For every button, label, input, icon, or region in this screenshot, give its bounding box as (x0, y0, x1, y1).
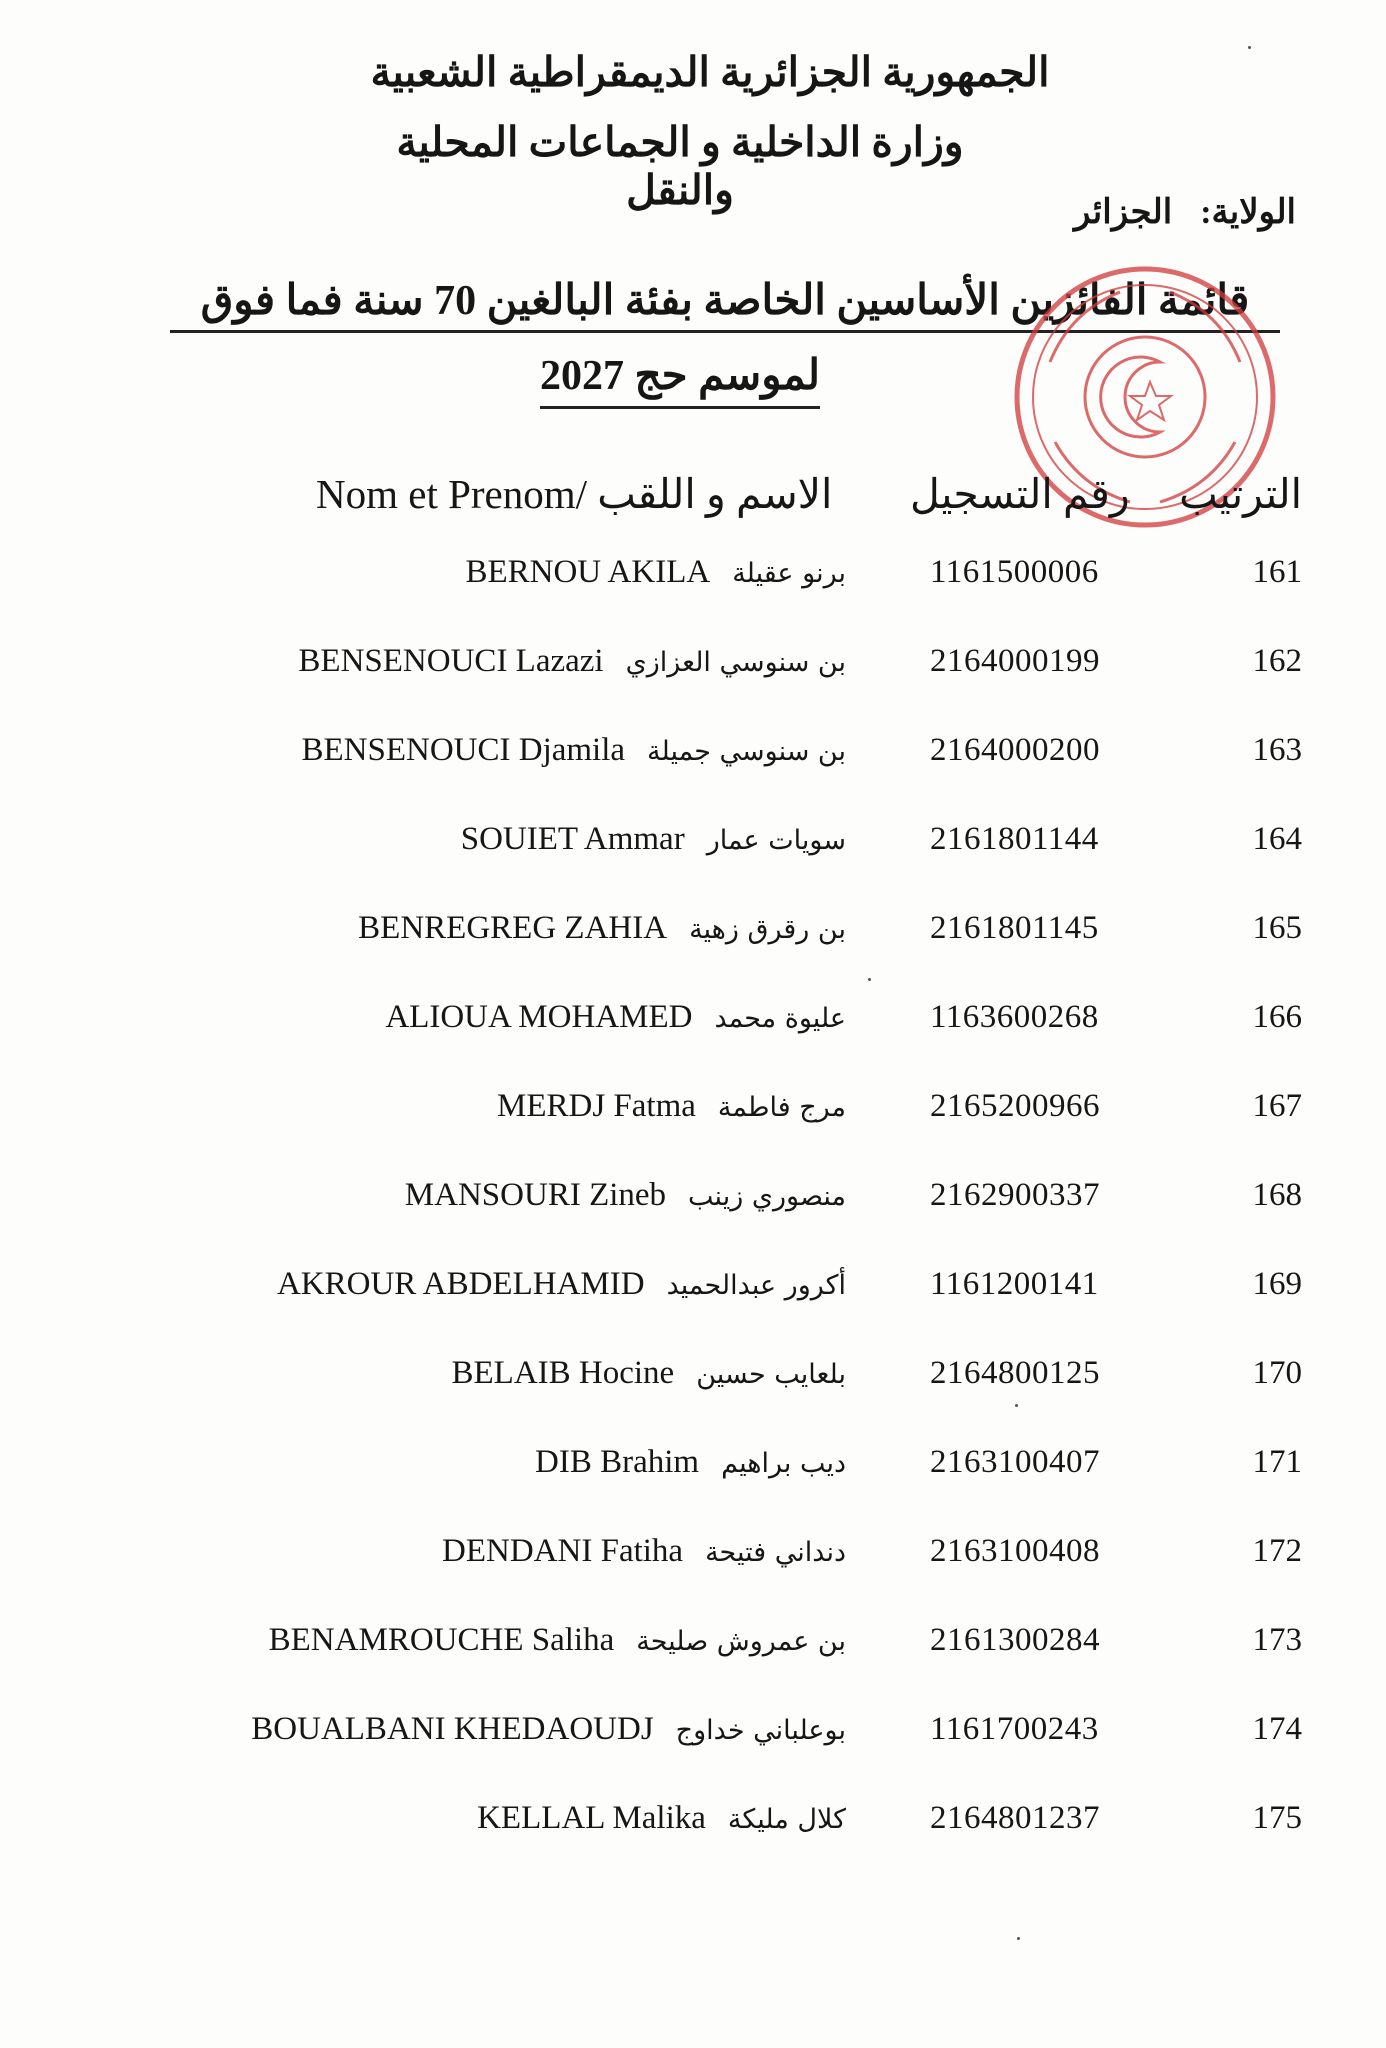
name-latin: DIB Brahim (535, 1444, 700, 1480)
name-cell (477, 1788, 846, 1850)
name-arabic: سويات عمار (706, 825, 846, 856)
registration-cell: 2163100407 (930, 1444, 1100, 1480)
name-cell (298, 631, 846, 693)
name-latin: MERDJ Fatma (496, 1088, 696, 1124)
name-cell (465, 542, 846, 604)
rank-cell: 167 (1252, 1088, 1302, 1124)
table-row (0, 987, 1386, 1047)
name-latin: BENREGREG ZAHIA (358, 910, 668, 946)
name-latin: ALIOUA MOHAMED (385, 999, 693, 1035)
name-latin: BELAIB Hocine (451, 1355, 675, 1391)
rank-cell: 172 (1252, 1533, 1302, 1569)
name-cell (497, 1076, 846, 1138)
registration-cell: 1161700243 (930, 1711, 1099, 1747)
table-row (0, 1076, 1386, 1136)
name-arabic: بن عمروش صليحة (636, 1626, 846, 1657)
table-row (0, 898, 1386, 958)
registration-cell: 1161500006 (930, 554, 1099, 590)
column-header-rank: الترتيب (1179, 471, 1302, 517)
republic-header: الجمهورية الجزائرية الديمقراطية الشعبية (370, 49, 1050, 95)
table-row (0, 809, 1386, 869)
registration-cell: 2162900337 (930, 1177, 1100, 1213)
wilaya-line (1074, 192, 1296, 232)
table-row (0, 1521, 1386, 1581)
table-row (0, 631, 1386, 691)
name-latin: BENSENOUCI Lazazi (298, 643, 604, 679)
scan-speck (1015, 1404, 1018, 1407)
name-arabic: بن سنوسي العزازي (625, 647, 846, 678)
rank-cell: 163 (1252, 732, 1302, 768)
name-arabic: أكرور عبدالحميد (666, 1270, 846, 1301)
name-arabic: بوعلباني خداوج (675, 1715, 846, 1746)
name-latin: BOUALBANI KHEDAOUDJ (251, 1711, 654, 1747)
table-row (0, 1610, 1386, 1670)
name-latin: KELLAL Malika (477, 1800, 706, 1836)
name-latin: BENSENOUCI Djamila (301, 732, 626, 768)
registration-cell: 2164000199 (930, 643, 1100, 679)
wilaya-value: الجزائر (1074, 194, 1173, 231)
table-row (0, 1432, 1386, 1492)
name-arabic: بن سنوسي جميلة (647, 736, 846, 767)
rank-cell: 171 (1252, 1444, 1302, 1480)
table-row (0, 720, 1386, 780)
name-cell (251, 1699, 846, 1761)
name-arabic: برنو عقيلة (732, 558, 846, 589)
registration-cell: 1161200141 (930, 1266, 1099, 1302)
name-arabic: ديب براهيم (721, 1448, 846, 1479)
table-row (0, 1165, 1386, 1225)
rank-cell: 173 (1252, 1622, 1302, 1658)
name-latin: AKROUR ABDELHAMID (276, 1266, 645, 1302)
registration-cell: 2164000200 (930, 732, 1100, 768)
registration-cell: 2164801237 (930, 1800, 1100, 1836)
name-cell (405, 1165, 846, 1227)
name-cell (461, 809, 846, 871)
name-arabic: بن رقرق زهية (689, 914, 846, 945)
list-title: قائمة الفائزين الأساسين الخاصة بفئة البالغين 70 سنة فما فوق (170, 280, 1280, 333)
name-cell (442, 1521, 846, 1583)
registration-cell: 2161801144 (930, 821, 1099, 857)
scan-speck (868, 978, 871, 981)
rank-cell: 174 (1252, 1711, 1302, 1747)
column-header-name: Nom et Prenom/ الاسم و اللقب (316, 471, 833, 517)
scan-speck (1017, 1937, 1020, 1940)
rank-cell: 161 (1252, 554, 1302, 590)
name-latin: BENAMROUCHE Saliha (268, 1622, 615, 1658)
registration-cell: 2161300284 (930, 1622, 1100, 1658)
name-latin: BERNOU AKILA (465, 554, 711, 590)
name-arabic: كلال مليكة (727, 1804, 846, 1835)
table-row (0, 1254, 1386, 1314)
name-arabic: بلعايب حسين (696, 1359, 846, 1390)
name-arabic: دنداني فتيحة (705, 1537, 846, 1568)
column-header-registration: رقم التسجيل (910, 471, 1130, 517)
table-row (0, 542, 1386, 602)
table-row (0, 1699, 1386, 1759)
rank-cell: 165 (1252, 910, 1302, 946)
name-arabic: منصوري زينب (688, 1181, 846, 1212)
rank-cell: 175 (1252, 1800, 1302, 1836)
rank-cell: 168 (1252, 1177, 1302, 1213)
name-cell (452, 1343, 847, 1405)
name-latin: MANSOURI Zineb (404, 1177, 667, 1213)
registration-cell: 2165200966 (930, 1088, 1100, 1124)
rank-cell: 166 (1252, 999, 1302, 1035)
registration-cell: 1163600268 (930, 999, 1099, 1035)
rank-cell: 164 (1252, 821, 1302, 857)
name-arabic: عليوة محمد (714, 1003, 846, 1034)
scan-speck (1248, 46, 1251, 49)
name-cell (301, 720, 846, 782)
rank-cell: 162 (1252, 643, 1302, 679)
name-arabic: مرج فاطمة (717, 1092, 846, 1123)
registration-cell: 2164800125 (930, 1355, 1100, 1391)
name-latin: DENDANI Fatiha (442, 1533, 684, 1569)
wilaya-label: الولاية: (1200, 194, 1296, 231)
list-subtitle: لموسم حج 2027 (540, 350, 820, 409)
name-cell (535, 1432, 846, 1494)
ministry-header: وزارة الداخلية و الجماعات المحلية والنقل (396, 119, 964, 213)
name-latin: SOUIET Ammar (460, 821, 685, 857)
rank-cell: 169 (1252, 1266, 1302, 1302)
name-cell (269, 1610, 846, 1672)
registration-cell: 2163100408 (930, 1533, 1100, 1569)
registration-cell: 2161801145 (930, 910, 1099, 946)
rank-cell: 170 (1252, 1355, 1302, 1391)
name-cell (385, 987, 846, 1049)
name-cell (277, 1254, 846, 1316)
table-row (0, 1788, 1386, 1848)
table-row (0, 1343, 1386, 1403)
name-cell (358, 898, 846, 960)
